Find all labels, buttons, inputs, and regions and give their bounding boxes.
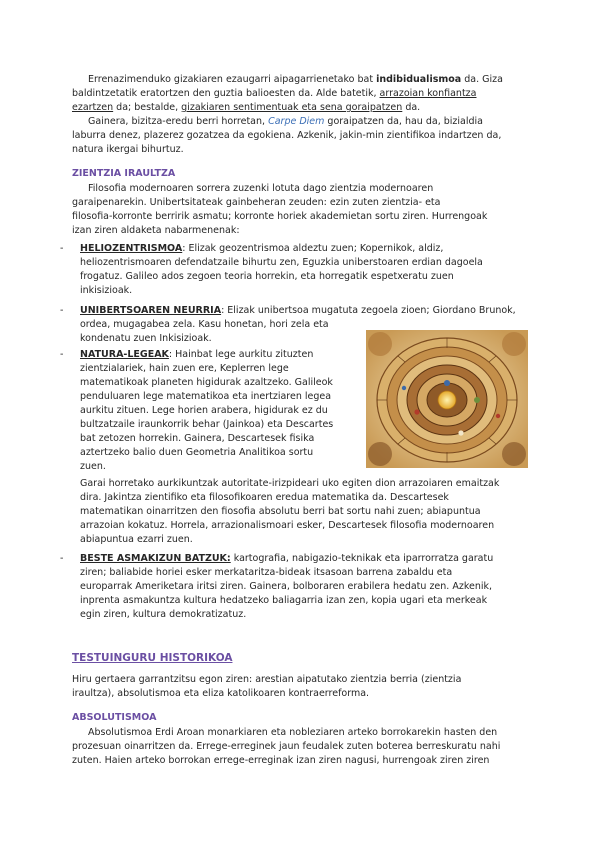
- bullet-line: [80, 553, 493, 565]
- bullet-marker: -: [60, 243, 64, 254]
- text-run: goraipatzen da, hau da, bizialdia: [324, 116, 483, 127]
- paragraph-line: arrazoian kokatuz. Horrela, arrazionalismoari esker, Descartesek filosofia modernoaren: [80, 520, 495, 531]
- bullet-marker: -: [60, 305, 64, 316]
- text-run: Gainera, bizitza-eredu berri horretan,: [88, 116, 269, 127]
- paragraph-line: prozesuan oinarritzen da. Errege-erreginek jaun feudalek zuten boterea berreskuratu nahi: [72, 741, 501, 752]
- celestial-map-illustration: [366, 330, 528, 468]
- bullet-term: BESTE ASMAKIZUN BATZUK:: [80, 553, 231, 564]
- text-run: : Elizak geozentrismoa aldeztu zuen; Kopernikok, aldiz,: [182, 243, 444, 254]
- underlined-text: arrazoian konfiantza: [379, 88, 477, 99]
- italic-term: Carpe Diem: [268, 116, 325, 127]
- paragraph-line: zuten. Haien arteko borrokan errege-erreginak izan ziren nagusi, hurrengoak ziren ziren: [72, 755, 490, 766]
- paragraph-line: garaipenarekin. Unibertsitateak gainbeheran zeuden: ezin zuten zientzia- eta: [72, 197, 441, 208]
- section-heading: ZIENTZIA IRAULTZA: [72, 168, 176, 179]
- bullet-line: aztertzeko balio duen Geometria Analitikoa sortu: [80, 447, 314, 458]
- bullet-line: ordea, mugagabea zela. Kasu honetan, hori zela eta: [80, 319, 329, 330]
- bullet-line: bultzatzaile iraunkorrik behar (Jainkoa) eta Descartes: [80, 419, 334, 430]
- bullet-term: NATURA-LEGEAK: [80, 349, 169, 360]
- underlined-text: ezartzen: [72, 102, 114, 113]
- emphasis-term: indibidualismoa: [376, 74, 462, 85]
- underlined-text: gizakiaren sentimentuak eta sena goraipatzen: [181, 102, 403, 113]
- paragraph-line: [72, 102, 420, 114]
- bullet-line: zuen.: [80, 461, 106, 472]
- paragraph-line: [88, 74, 503, 86]
- bullet-line: penduluaren lege matematikoa eta inertziaren legea: [80, 391, 332, 402]
- paragraph-line: Hiru gertaera garrantzitsu egon ziren: arestian aipatutako zientzia berria (zientzia: [72, 674, 462, 685]
- paragraph-line: izan ziren aldaketa nabarmenenak:: [72, 225, 240, 236]
- text-run: kartografia, nabigazio-teknikak eta iparrorratza garatu: [230, 553, 494, 564]
- text-run: da. Giza: [461, 74, 503, 85]
- bullet-marker: -: [60, 349, 64, 360]
- paragraph-line: filosofia-korronte berririk asmatu; korronte horiek akademietan sortu ziren. Hurrengoak: [72, 211, 488, 222]
- bullet-line: inprenta asmakuntza kultura hedatzeko baliagarria izan zen, kopia ugari eta merkeak: [80, 595, 488, 606]
- text-run: Errenazimenduko gizakiaren ezaugarri aipagarrienetako bat: [88, 74, 377, 85]
- paragraph-line: laburra denez, plazerez gozatzea da egokiena. Azkenik, jakin-min zientifikoa indartzen da,: [72, 130, 502, 141]
- bullet-line: matematikoak planeten higidurak azaltzeko. Galileok: [80, 377, 333, 388]
- celestial-map-icon: [366, 330, 528, 468]
- section-heading: ABSOLUTISMOA: [72, 712, 157, 723]
- bullet-line: [80, 243, 443, 255]
- bullet-line: egin ziren, kultura demokratizatuz.: [80, 609, 247, 620]
- paragraph-line: Filosofia modernoaren sorrera zuzenki lotuta dago zientzia modernoaren: [88, 183, 434, 194]
- bullet-line: frogatuz. Galileo ados zegoen teoria horrekin, eta horregatik espetxeratu zuen: [80, 271, 454, 282]
- paragraph-line: dira. Jakintza zientifiko eta filosofikoaren eredua matematika da. Descartesek: [80, 492, 449, 503]
- text-run: : Elizak unibertsoa mugatuta zegoela zioen; Giordano Brunok,: [221, 305, 516, 316]
- paragraph-line: Absolutismoa Erdi Aroan monarkiaren eta nobleziaren arteko borrokarekin hasten den: [88, 727, 498, 738]
- paragraph-line: [72, 88, 477, 100]
- text-run: da; bestalde,: [113, 102, 182, 113]
- bullet-marker: -: [60, 553, 64, 564]
- bullet-term: HELIOZENTRISMOA: [80, 243, 183, 254]
- paragraph-line: Garai horretako aurkikuntzak autoritate-irizpideari uko egiten dion arrazoiaren emaitzak: [80, 478, 500, 489]
- paragraph-line: [88, 116, 483, 128]
- paragraph-line: natura ikergai bihurtuz.: [72, 144, 184, 155]
- bullet-term: UNIBERTSOAREN NEURRIA: [80, 305, 222, 316]
- section-heading: TESTUINGURU HISTORIKOA: [72, 652, 233, 664]
- paragraph-line: abiapuntua ezarri zuen.: [80, 534, 193, 545]
- bullet-line: heliozentrismoaren defendatzaile bihurtu zen, Eguzkia uniberstoaren erdian dagoela: [80, 257, 483, 268]
- bullet-line: inkisizioak.: [80, 285, 133, 296]
- text-run: : Hainbat lege aurkitu zituzten: [168, 349, 314, 360]
- bullet-line: ziren; baliabide horiei esker merkataritza-bideak itsasoan barrena zabaldu eta: [80, 567, 453, 578]
- bullet-line: aurkitu zituen. Lege horien arabera, higidurak ez du: [80, 405, 328, 416]
- text-run: da.: [402, 102, 421, 113]
- paragraph-line: iraultza), absolutismoa eta eliza katolikoaren kontraerreforma.: [72, 688, 370, 699]
- bullet-line: zientzialariek, hain zuen ere, Keplerren lege: [80, 363, 289, 374]
- bullet-line: [80, 349, 313, 361]
- text-run: baldintzetatik eratortzen den guztia balioesten da. Alde batetik,: [72, 88, 380, 99]
- bullet-line: europarrak Ameriketara iritsi ziren. Gainera, bolboraren erabilera hedatu zen. Azkenik,: [80, 581, 493, 592]
- bullet-line: [80, 305, 516, 317]
- paragraph-line: matematikan oinarritzen den fiosofia absolutu berri bat sortu nahi zuen; abiapuntua: [80, 506, 481, 517]
- bullet-line: bat zetozen horrekin. Gainera, Descartesek fisika: [80, 433, 315, 444]
- bullet-line: kondenatu zuen Inkisizioak.: [80, 333, 212, 344]
